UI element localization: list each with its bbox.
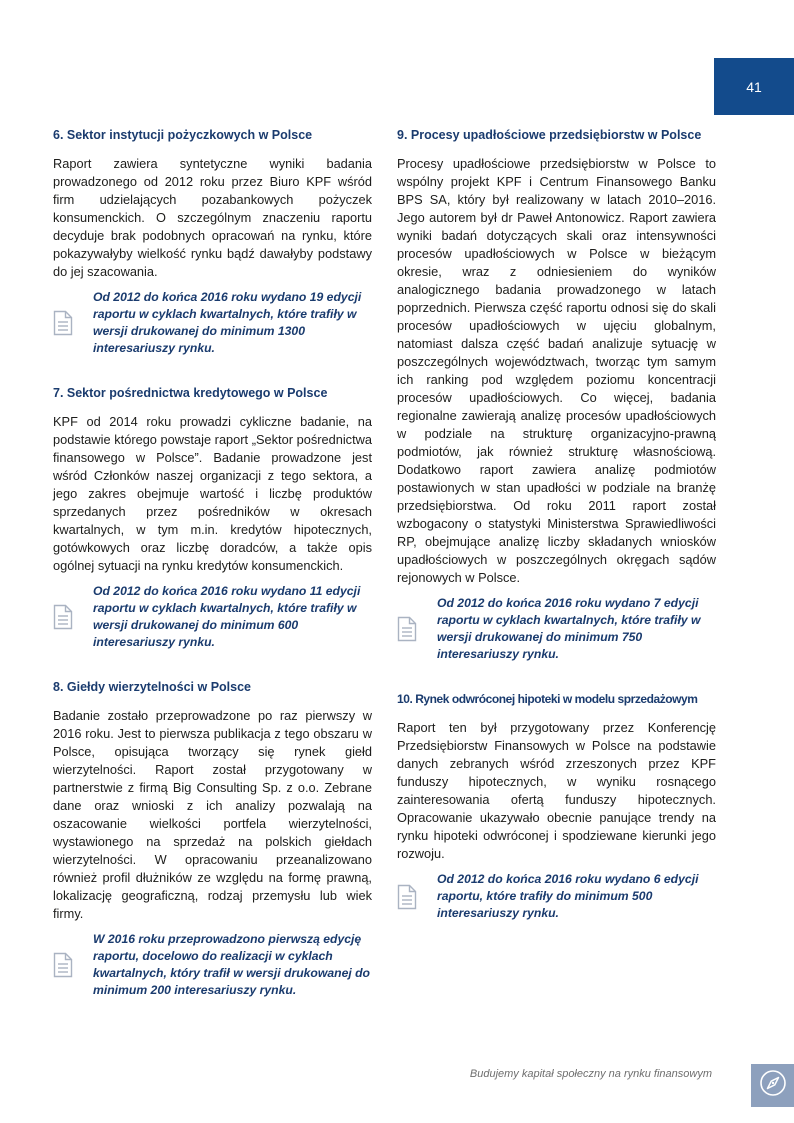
section-heading: 6. Sektor instytucji pożyczkowych w Polsce bbox=[53, 128, 313, 142]
left-column bbox=[53, 127, 372, 1027]
footer-badge bbox=[751, 1064, 794, 1107]
section-gieldy bbox=[53, 679, 372, 999]
section-note bbox=[53, 289, 372, 357]
section-note bbox=[53, 931, 372, 999]
section-body: Procesy upadłościowe przedsiębiorstw w Polsce to wspólny projekt KPF i Centrum Finansowego Banku BPS SA, który był realizowany w latach 2010–2016. Jego autorem był dr Paweł Antonowicz. Raport zawiera wyniki badań dotyczących skali oraz intensywności procesów upadłościowych w Polsce w bieżącym okresie, wraz z odniesieniem do wyników analogicznego badania prowadzonego w latach poprzednich. Pierwsza część raportu odnosi się do skali procesów upadłościowych w ujęciu globalnym, natomiast dalsza część badań analizuje sytuację w poszczególnych województwach, tworząc tym samym ich ranking pod względem poziomu koncentracji procesów upadłościowych. Co więcej, badania regionalne zawierają analizę procesów upadłościowych w podziale na strukturę organizacyjno-prawną podmiotów, jak również strukturę własnościową. Dodatkowo raport zawiera analizę podmiotów postawionych w stan upadłości w podziale na branżę przedsiębiorstwa. Od roku 2011 raport został wzbogacony o statystyki Ministerstwa Sprawiedliwości RP, obejmujące analizę liczby składanych wniosków upadłościowych w poszczególnych okręgach sądów rejonowych w Polsce. bbox=[397, 156, 716, 585]
note-text: Od 2012 do końca 2016 roku wydano 7 edycji raportu w cyklach kwartalnych, które trafiły w wersji drukowanej do minimum 750 interesariuszy rynku. bbox=[437, 596, 701, 661]
section-heading: 10. Rynek odwróconej hipoteki w modelu sprzedażowym bbox=[397, 692, 698, 706]
section-body: KPF od 2014 roku prowadzi cykliczne badanie, na podstawie którego powstaje raport „Sektor pośrednictwa finansowego w Polsce”. Badanie prowadzone jest wśród Członków naszej organizacji z tego sektora, a jego zakres obejmuje wartość i liczbę produktów sprzedanych przez pośredników w okresach kwartalnych, w tym m.in. kredytów hipotecznych, gotówkowych oraz liczbę doradców, a także opis ogólnej sytuacji na rynku kredytów konsumenckich. bbox=[53, 414, 372, 573]
footer-tagline: Budujemy kapitał społeczny na rynku finansowym bbox=[469, 1068, 712, 1080]
section-note bbox=[53, 583, 372, 651]
compass-icon bbox=[759, 1069, 787, 1102]
section-heading: 8. Giełdy wierzytelności w Polsce bbox=[53, 680, 251, 694]
section-heading: 9. Procesy upadłościowe przedsiębiorstw w Polsce bbox=[397, 128, 702, 142]
section-hipoteka bbox=[397, 691, 716, 922]
section-heading: 7. Sektor pośrednictwa kredytowego w Polsce bbox=[53, 386, 328, 400]
section-posrednictwo bbox=[53, 385, 372, 651]
document-icon bbox=[53, 952, 93, 978]
note-text: Od 2012 do końca 2016 roku wydano 11 edycji raportu w cyklach kwartalnych, które trafiły w wersji drukowanej do minimum 600 interesariuszy rynku. bbox=[93, 584, 361, 649]
section-body: Raport zawiera syntetyczne wyniki badania prowadzonego od 2012 roku przez Biuro KPF wśród firm udzielających pozabankowych pożyczek konsumenckich. O szczególnym znaczeniu raportu decyduje brak podobnych opracowań na rynku, które pokazywałyby wielkość rynku bądź dawałyby podstawy do jej szacowania. bbox=[53, 156, 372, 279]
note-text: Od 2012 do końca 2016 roku wydano 6 edycji raportu, które trafiły do minimum 500 interesariuszy rynku. bbox=[437, 872, 699, 920]
section-note bbox=[397, 871, 716, 922]
section-body: Raport ten był przygotowany przez Konferencję Przedsiębiorstw Finansowych w Polsce na podstawie danych zebranych wśród zrzeszonych przez KPF funduszy hipotecznych, w wyniku rosnącego zainteresowania ofertą funduszy hipotecznych. Opracowanie ukazywało obecnie panujące trendy na rynku hipoteki odwróconej i spodziewane kierunki jego rozwoju. bbox=[397, 720, 716, 861]
note-text: W 2016 roku przeprowadzono pierwszą edycję raportu, docelowo do realizacji w cyklach kwartalnych, który trafił w wersji drukowanej do minimum 200 interesariuszy rynku. bbox=[93, 932, 371, 997]
section-body: Badanie zostało przeprowadzone po raz pierwszy w 2016 roku. Jest to pierwsza publikacja z tego obszaru w Polsce, opisująca tworzący się rynek giełd wierzytelności. Raport został przygotowany w partnerstwie z firmą Big Consulting Sp. z o.o. Zebrane dane oraz wnioski z ich analizy pozwalają na oszacowanie wielkości portfela wierzytelności, wystawionego na sprzedaż na polskich giełdach wierzytelności. W opracowaniu przeanalizowano również profil dłużników ze względu na formę prawną, lokalizację geograficzną, rodzaj przemysłu lub wiek firmy. bbox=[53, 708, 372, 921]
right-column bbox=[397, 127, 716, 950]
document-icon bbox=[397, 616, 437, 642]
note-text: Od 2012 do końca 2016 roku wydano 19 edycji raportu w cyklach kwartalnych, które trafiły w wersji drukowanej do minimum 1300 interesariuszy rynku. bbox=[93, 290, 362, 355]
section-note bbox=[397, 595, 716, 663]
section-pozyczkowe bbox=[53, 127, 372, 357]
section-upadlosci bbox=[397, 127, 716, 663]
document-icon bbox=[53, 310, 93, 336]
page-number: 41 bbox=[714, 58, 794, 115]
document-icon bbox=[397, 884, 437, 910]
document-icon bbox=[53, 604, 93, 630]
